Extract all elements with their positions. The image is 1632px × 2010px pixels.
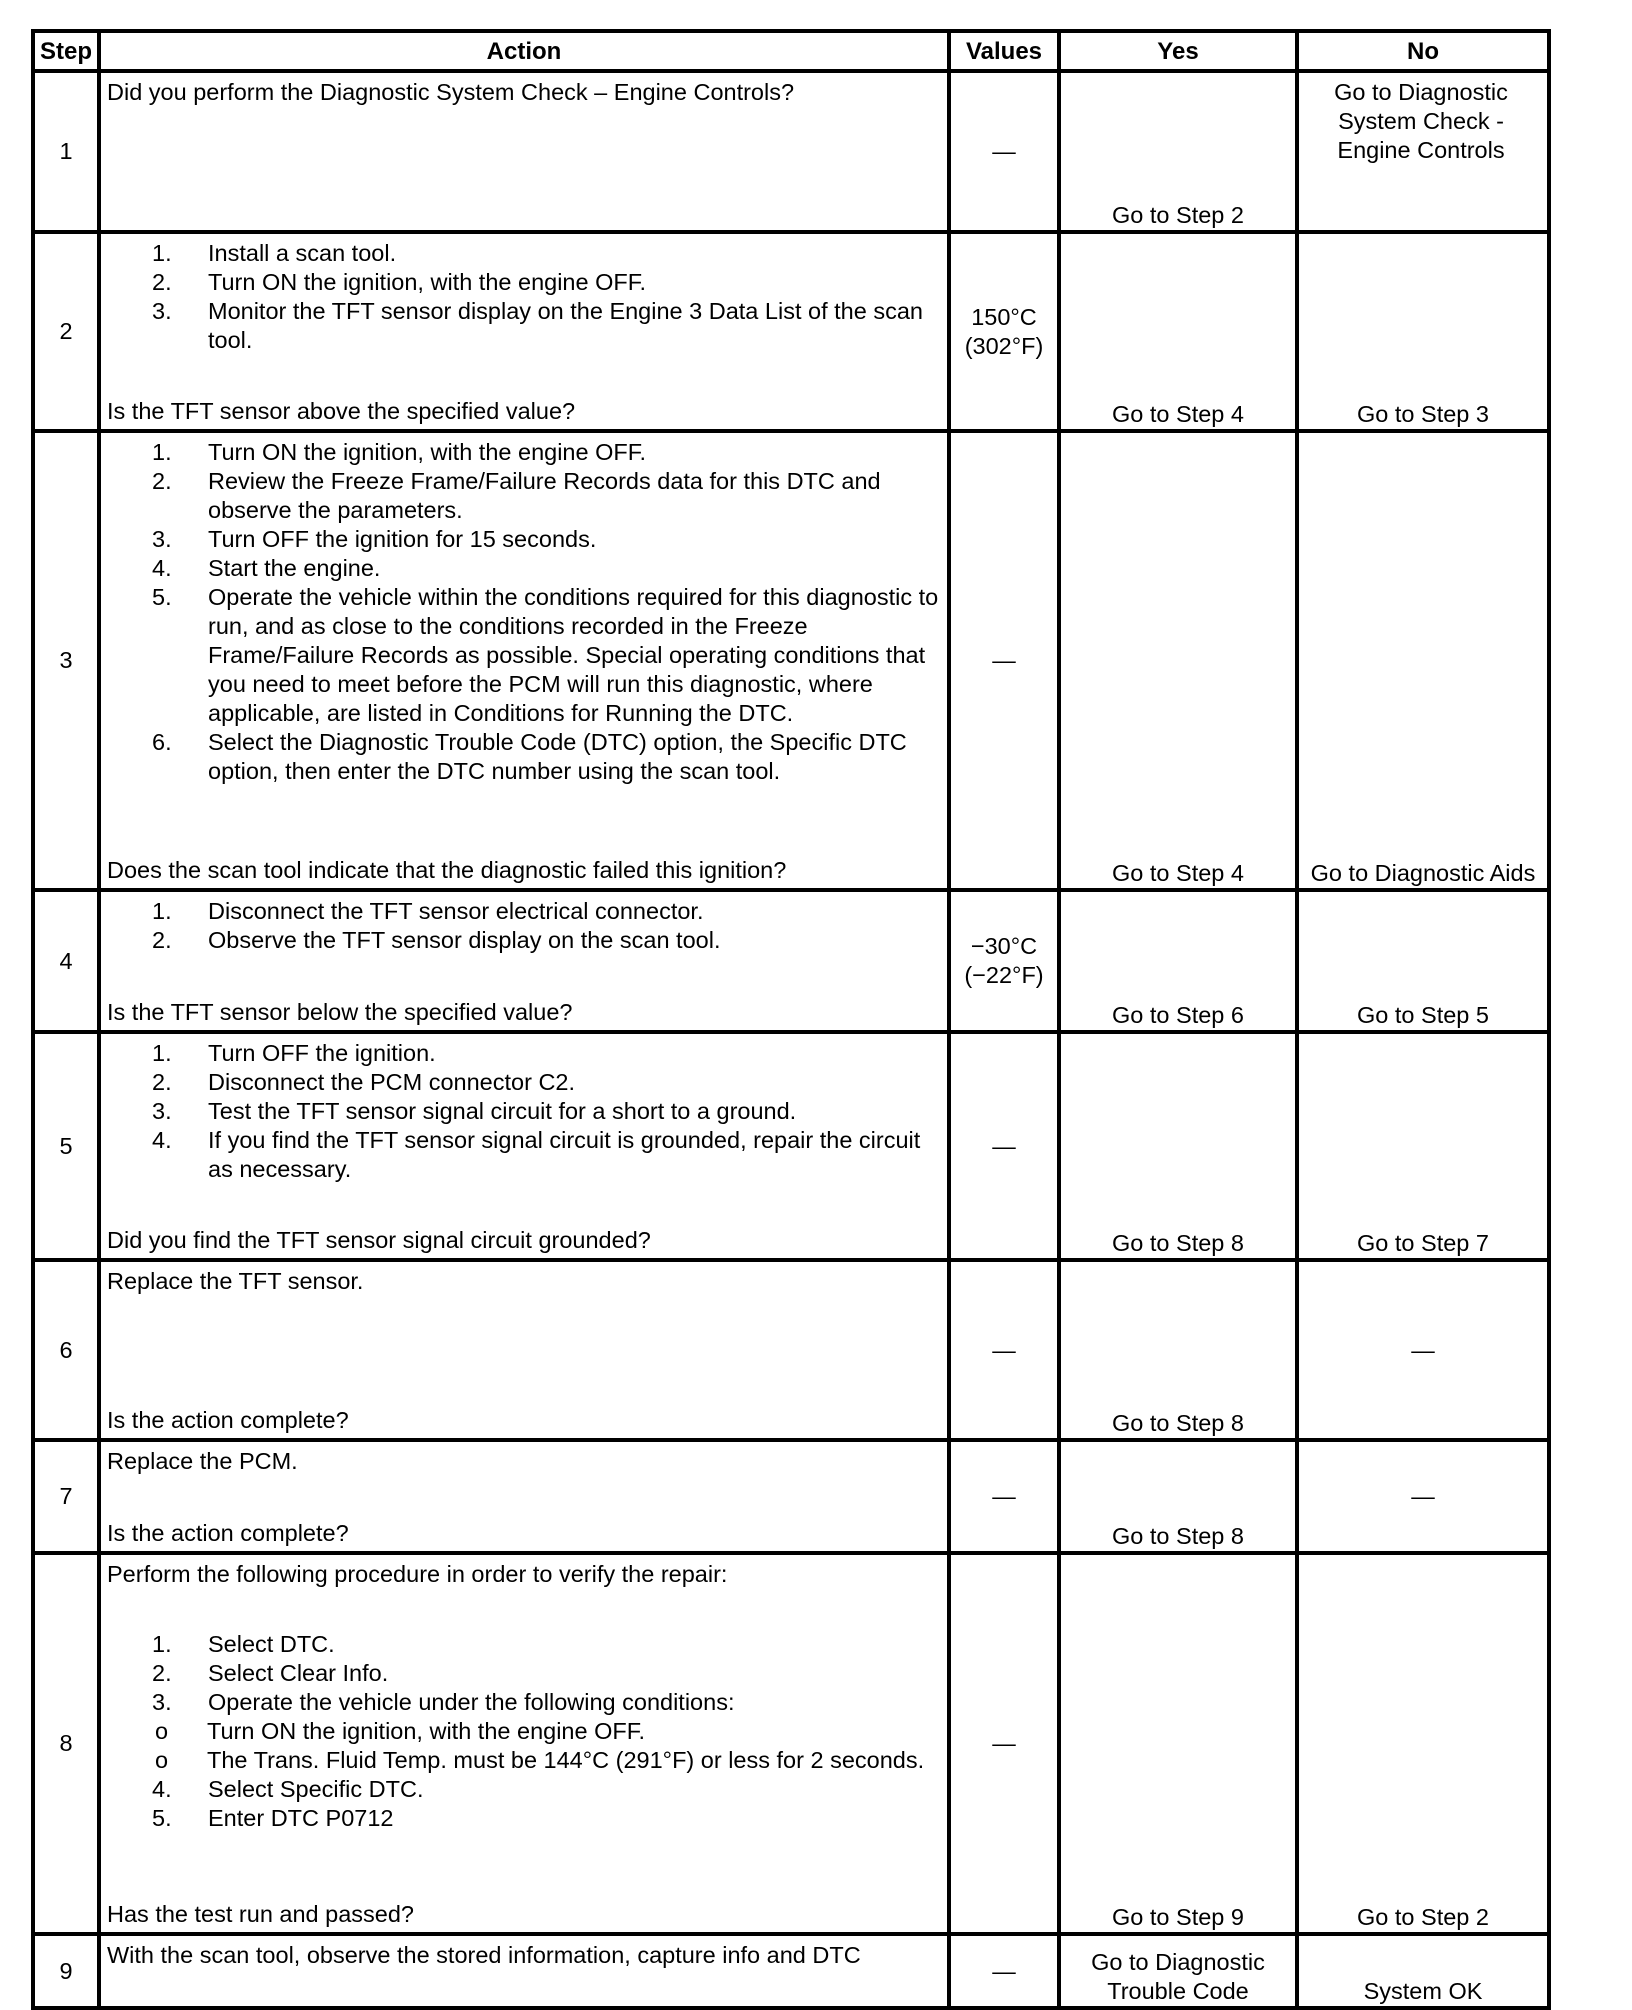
list-item: 2. Disconnect the PCM connector C2. [152,1069,576,1095]
action-cell [99,1553,949,1934]
list-item: 3. Turn OFF the ignition for 15 seconds. [152,526,597,552]
no-cell: Go to Step 5 [1297,890,1549,1032]
action-cell [99,1260,949,1440]
step-number: 6 [33,1260,99,1440]
no-cell: System OK [1297,1934,1549,2008]
list-item: 5. Operate the vehicle within the conditions required for this diagnostic to run, and as close to the conditions recorded in the Freeze Frame/Failure Records as possible. Special operating conditions that you need to meet before the PCM will run this diagnostic, where applicable, are listed in Conditions for Running the DTC. [152,584,939,726]
action-intro: With the scan tool, observe the stored information, capture info and DTC [107,1942,861,1968]
sub-list-item: o The Trans. Fluid Temp. must be 144°C (291°F) or less for 2 seconds. [155,1747,925,1773]
action-question: Did you find the TFT sensor signal circuit grounded? [107,1227,651,1253]
no-cell: Go to Diagnostic Aids [1297,431,1549,890]
action-question: Is the action complete? [107,1407,349,1433]
table-row [33,1260,1549,1440]
value-cell: — [949,1553,1059,1934]
no-cell: Go to Step 3 [1297,232,1549,431]
header-row [33,31,1549,71]
action-cell [99,890,949,1032]
header-action: Action [99,31,949,71]
list-item: 1. Turn ON the ignition, with the engine OFF. [152,439,647,465]
list-item: 1. Install a scan tool. [152,240,397,266]
action-intro: Replace the TFT sensor. [107,1268,364,1294]
list-item: 1. Disconnect the TFT sensor electrical connector. [152,898,704,924]
value-cell: — [949,1032,1059,1260]
action-cell [99,431,949,890]
list-item: 3. Operate the vehicle under the following conditions: o Turn ON the ignition, with the engine OFF. o The Trans. Fluid Temp. must be 144°C (291°F) or less for 2 seconds. [107,1688,941,1775]
list-item: 1. Select DTC. [152,1631,335,1657]
list-item: 4. Select Specific DTC. [152,1776,424,1802]
table-row [33,1440,1549,1553]
table-row [33,1032,1549,1260]
sub-list-item: o Turn ON the ignition, with the engine OFF. [155,1718,646,1744]
step-number: 8 [33,1553,99,1934]
table-row [33,431,1549,890]
list-item: 2. Select Clear Info. [152,1660,389,1686]
value-cell: — [949,431,1059,890]
action-cell [99,1032,949,1260]
header-yes: Yes [1059,31,1297,71]
value-cell: −30°C (−22°F) [949,890,1059,1032]
action-cell [99,1440,949,1553]
header-step: Step [33,31,99,71]
list-item: 3. Monitor the TFT sensor display on the Engine 3 Data List of the scan tool. [152,298,923,353]
step-number: 3 [33,431,99,890]
header-values: Values [949,31,1059,71]
value-cell: — [949,71,1059,232]
action-intro: Did you perform the Diagnostic System Check – Engine Controls? [107,79,795,105]
yes-cell: Go to Step 2 [1059,71,1297,232]
step-number: 5 [33,1032,99,1260]
value-cell: — [949,1440,1059,1553]
action-cell [99,232,949,431]
list-item: 3. Test the TFT sensor signal circuit for a short to a ground. [152,1098,797,1124]
action-cell [99,1934,949,2008]
list-item: 4. Start the engine. [152,555,381,581]
step-number: 7 [33,1440,99,1553]
yes-cell: Go to Step 4 [1059,431,1297,890]
list-item: 6. Select the Diagnostic Trouble Code (DTC) option, the Specific DTC option, then enter the DTC number using the scan tool. [152,729,907,784]
action-question: Is the TFT sensor below the specified value? [107,999,573,1025]
list-item: 1. Turn OFF the ignition. [152,1040,436,1066]
yes-cell: Go to Step 8 [1059,1032,1297,1260]
table-row [33,1553,1549,1934]
step-number: 4 [33,890,99,1032]
yes-cell: Go to Step 4 [1059,232,1297,431]
action-intro: Replace the PCM. [107,1448,298,1474]
list-item: 2. Turn ON the ignition, with the engine OFF. [152,269,647,295]
yes-cell: Go to Step 8 [1059,1440,1297,1553]
list-item: 5. Enter DTC P0712 [152,1805,394,1831]
header-no: No [1297,31,1549,71]
list-item: 4. If you find the TFT sensor signal circuit is grounded, repair the circuit as necessary. [152,1127,921,1182]
table-row [33,890,1549,1032]
diagnostic-table [31,29,1551,2010]
action-question: Is the action complete? [107,1520,349,1546]
list-item: 2. Observe the TFT sensor display on the scan tool. [152,927,721,953]
action-question: Does the scan tool indicate that the diagnostic failed this ignition? [107,857,787,883]
table-row [33,71,1549,232]
value-cell: — [949,1934,1059,2008]
yes-cell: Go to Step 9 [1059,1553,1297,1934]
action-cell [99,71,949,232]
action-intro: Perform the following procedure in order to verify the repair: [107,1561,728,1587]
yes-cell: Go to Step 8 [1059,1260,1297,1440]
value-cell: 150°C (302°F) [949,232,1059,431]
step-number: 9 [33,1934,99,2008]
list-item: 2. Review the Freeze Frame/Failure Records data for this DTC and observe the parameters. [152,468,881,523]
no-cell: — [1297,1260,1549,1440]
table-row [33,232,1549,431]
table-row [33,1934,1549,2008]
no-cell: Go to Diagnostic System Check - Engine Controls [1297,71,1549,232]
no-cell: Go to Step 2 [1297,1553,1549,1934]
action-question: Is the TFT sensor above the specified value? [107,398,576,424]
yes-cell: Go to Step 6 [1059,890,1297,1032]
step-number: 2 [33,232,99,431]
no-cell: — [1297,1440,1549,1553]
value-cell: — [949,1260,1059,1440]
step-number: 1 [33,71,99,232]
yes-cell: Go to Diagnostic Trouble Code [1059,1934,1297,2008]
no-cell: Go to Step 7 [1297,1032,1549,1260]
action-question: Has the test run and passed? [107,1901,415,1927]
